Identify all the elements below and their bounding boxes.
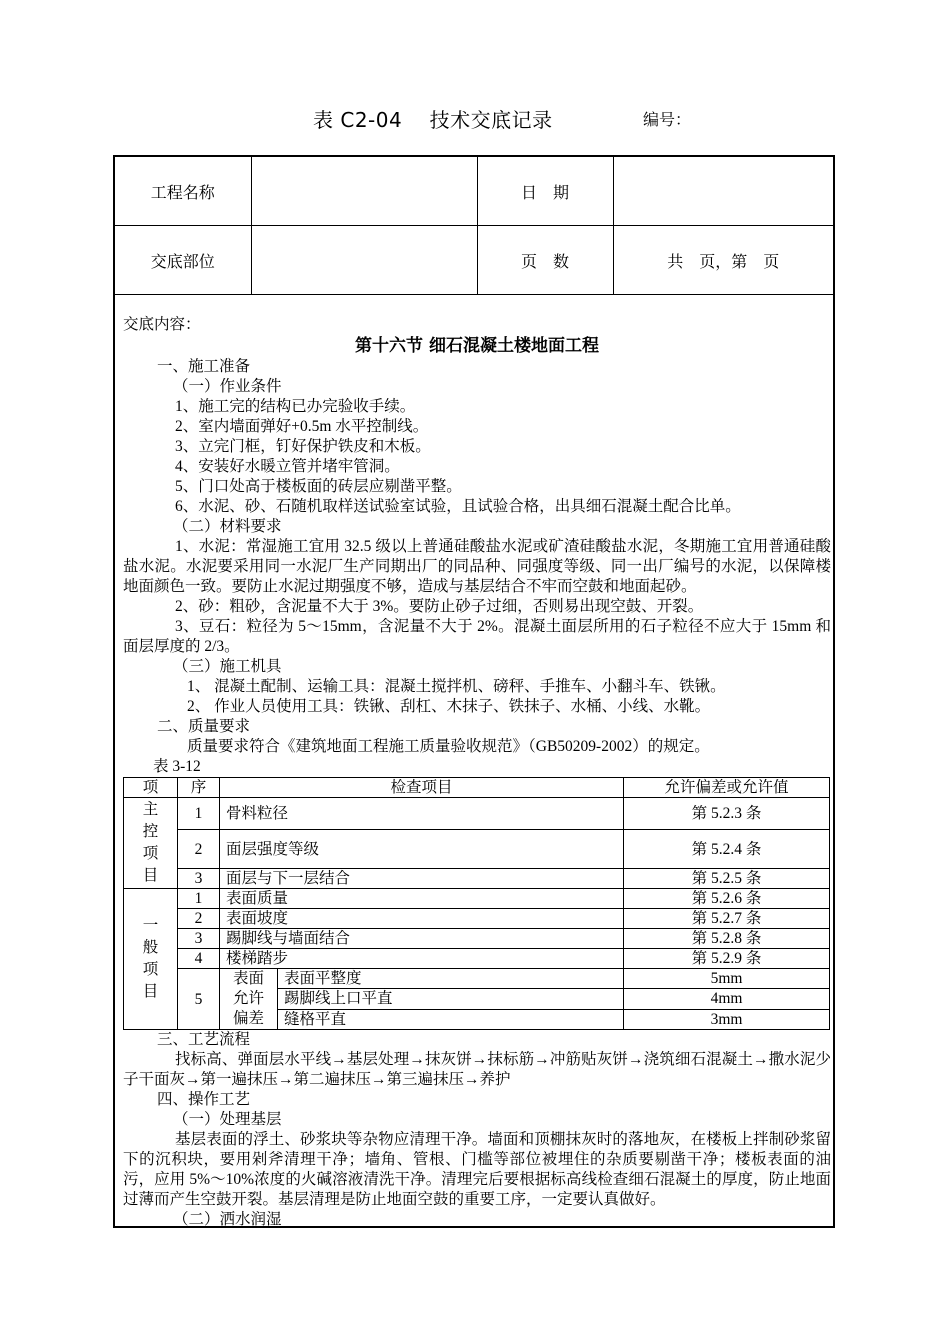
row-value: 第 5.2.9 条 [624,949,830,969]
row-number: 2 [178,830,220,869]
section-heading: 二、质量要求 [157,718,251,735]
document-number-label: 编号： [643,110,692,129]
table-header: 检查项目 [220,778,624,798]
condition-item: 2、室内墙面弹好+0.5m 水平控制线。 [175,418,429,435]
section-title: 第十六节 细石混凝土楼地面工程 [355,336,599,356]
group-general: 一般项目 [124,889,178,1030]
info-table [115,157,833,295]
row-value: 第 5.2.4 条 [624,830,830,869]
record-frame [113,155,835,1228]
subsection-heading: （二）材料要求 [173,518,282,535]
subsection-heading: （三）施工机具 [173,658,282,675]
deviation-item: 表面平整度 [278,969,624,989]
document-title: 表 C2-04 技术交底记录 [313,108,553,132]
deviation-item: 缝格平直 [278,1009,624,1029]
section-heading: 三、工艺流程 [157,1031,251,1048]
base-paragraph: 基层表面的浮土、砂浆块等杂物应清理干净。墙面和顶棚抹灰时的落地灰，在楼板上拌制砂浆留下的沉积块，要用剁斧清理干净；墙角、管根、门槛等部位被埋住的杂质要剔凿干净；楼板表面的油污，应用 5%～10%浓度的火碱溶液清洗干净。清理完后要根据标高线检查细石混凝土的厚度，防止地面过薄而产生空鼓开裂。基层清理是防止地面空鼓的重要工序，一定要认真做好。 [123,1131,831,1208]
row-value: 第 5.2.6 条 [624,889,830,909]
row-item: 骨料粒径 [220,798,624,830]
row-item: 表面坡度 [220,909,624,929]
tool-item: 1、 混凝土配制、运输工具：混凝土搅拌机、磅秤、手推车、小翻斗车、铁锹。 [187,678,726,695]
row-value: 第 5.2.3 条 [624,798,830,830]
row-item: 楼梯踏步 [220,949,624,969]
content-label: 交底内容： [123,316,201,333]
row-item: 踢脚线与墙面结合 [220,929,624,949]
pages-value[interactable]: 共 页，第 页 [613,226,833,295]
row-item: 面层与下一层结合 [220,869,624,889]
group-main: 主控项目 [124,798,178,889]
deviation-value: 4mm [624,989,830,1009]
pages-label: 页 数 [477,226,613,295]
table-header: 项 [124,778,178,798]
row-value: 第 5.2.5 条 [624,869,830,889]
location-value[interactable] [251,226,477,295]
subsection-heading: （二）洒水润湿 [173,1211,282,1228]
subsection-heading: （一）处理基层 [173,1111,282,1128]
table-header: 序 [178,778,220,798]
table-caption: 表 3-12 [153,758,201,775]
location-label: 交底部位 [115,226,251,295]
deviation-label: 表面允许偏差 [220,969,278,1030]
row-number: 5 [178,969,220,1030]
row-number: 1 [178,798,220,830]
date-label: 日 期 [477,157,613,226]
title-row [0,104,950,134]
row-number: 4 [178,949,220,969]
quality-text: 质量要求符合《建筑地面工程施工质量验收规范》（GB50209-2002）的规定。 [187,738,710,755]
project-name-label: 工程名称 [115,157,251,226]
row-item: 面层强度等级 [220,830,624,869]
deviation-item: 踢脚线上口平直 [278,989,624,1009]
project-name-value[interactable] [251,157,477,226]
date-value[interactable] [613,157,833,226]
condition-item: 4、安装好水暖立管并堵牢管洞。 [175,458,400,475]
row-value: 第 5.2.8 条 [624,929,830,949]
content-body [123,315,831,1230]
row-number: 3 [178,869,220,889]
condition-item: 1、施工完的结构已办完验收手续。 [175,398,416,415]
material-paragraph: 3、豆石：粒径为 5～15mm，含泥量不大于 2%。混凝土面层所用的石子粒径不应大于 15mm 和面层厚度的 2/3。 [123,618,831,655]
row-number: 2 [178,909,220,929]
quality-table [123,777,830,1030]
condition-item: 6、水泥、砂、石随机取样送试验室试验，且试验合格，出具细石混凝土配合比单。 [175,498,741,515]
deviation-value: 3mm [624,1009,830,1029]
row-value: 第 5.2.7 条 [624,909,830,929]
process-flow: 找标高、弹面层水平线→基层处理→抹灰饼→抹标筋→冲筋贴灰饼→浇筑细石混凝土→撒水泥少子干面灰→第一遍抹压→第二遍抹压→第三遍抹压→养护 [123,1051,831,1088]
row-number: 1 [178,889,220,909]
condition-item: 3、立完门框，钉好保护铁皮和木板。 [175,438,431,455]
tool-item: 2、 作业人员使用工具：铁锹、刮杠、木抹子、铁抹子、水桶、小线、水靴。 [187,698,711,715]
condition-item: 5、门口处高于楼板面的砖层应剔凿平整。 [175,478,462,495]
material-paragraph: 2、砂：粗砂，含泥量不大于 3%。要防止砂子过细，否则易出现空鼓、开裂。 [175,598,704,615]
deviation-value: 5mm [624,969,830,989]
section-heading: 一、施工准备 [157,358,251,375]
section-heading: 四、操作工艺 [157,1091,251,1108]
row-item: 表面质量 [220,889,624,909]
table-header: 允许偏差或允许值 [624,778,830,798]
subsection-heading: （一）作业条件 [173,378,282,395]
material-paragraph: 1、水泥：常湿施工宜用 32.5 级以上普通硅酸盐水泥或矿渣硅酸盐水泥，冬期施工宜用普通硅酸盐水泥。水泥要采用同一水泥厂生产同期出厂的同品种、同强度等级、同一出厂编号的水泥，以保障楼地面颜色一致。要防止水泥过期强度不够，造成与基层结合不牢而空鼓和地面起砂。 [123,538,831,595]
row-number: 3 [178,929,220,949]
